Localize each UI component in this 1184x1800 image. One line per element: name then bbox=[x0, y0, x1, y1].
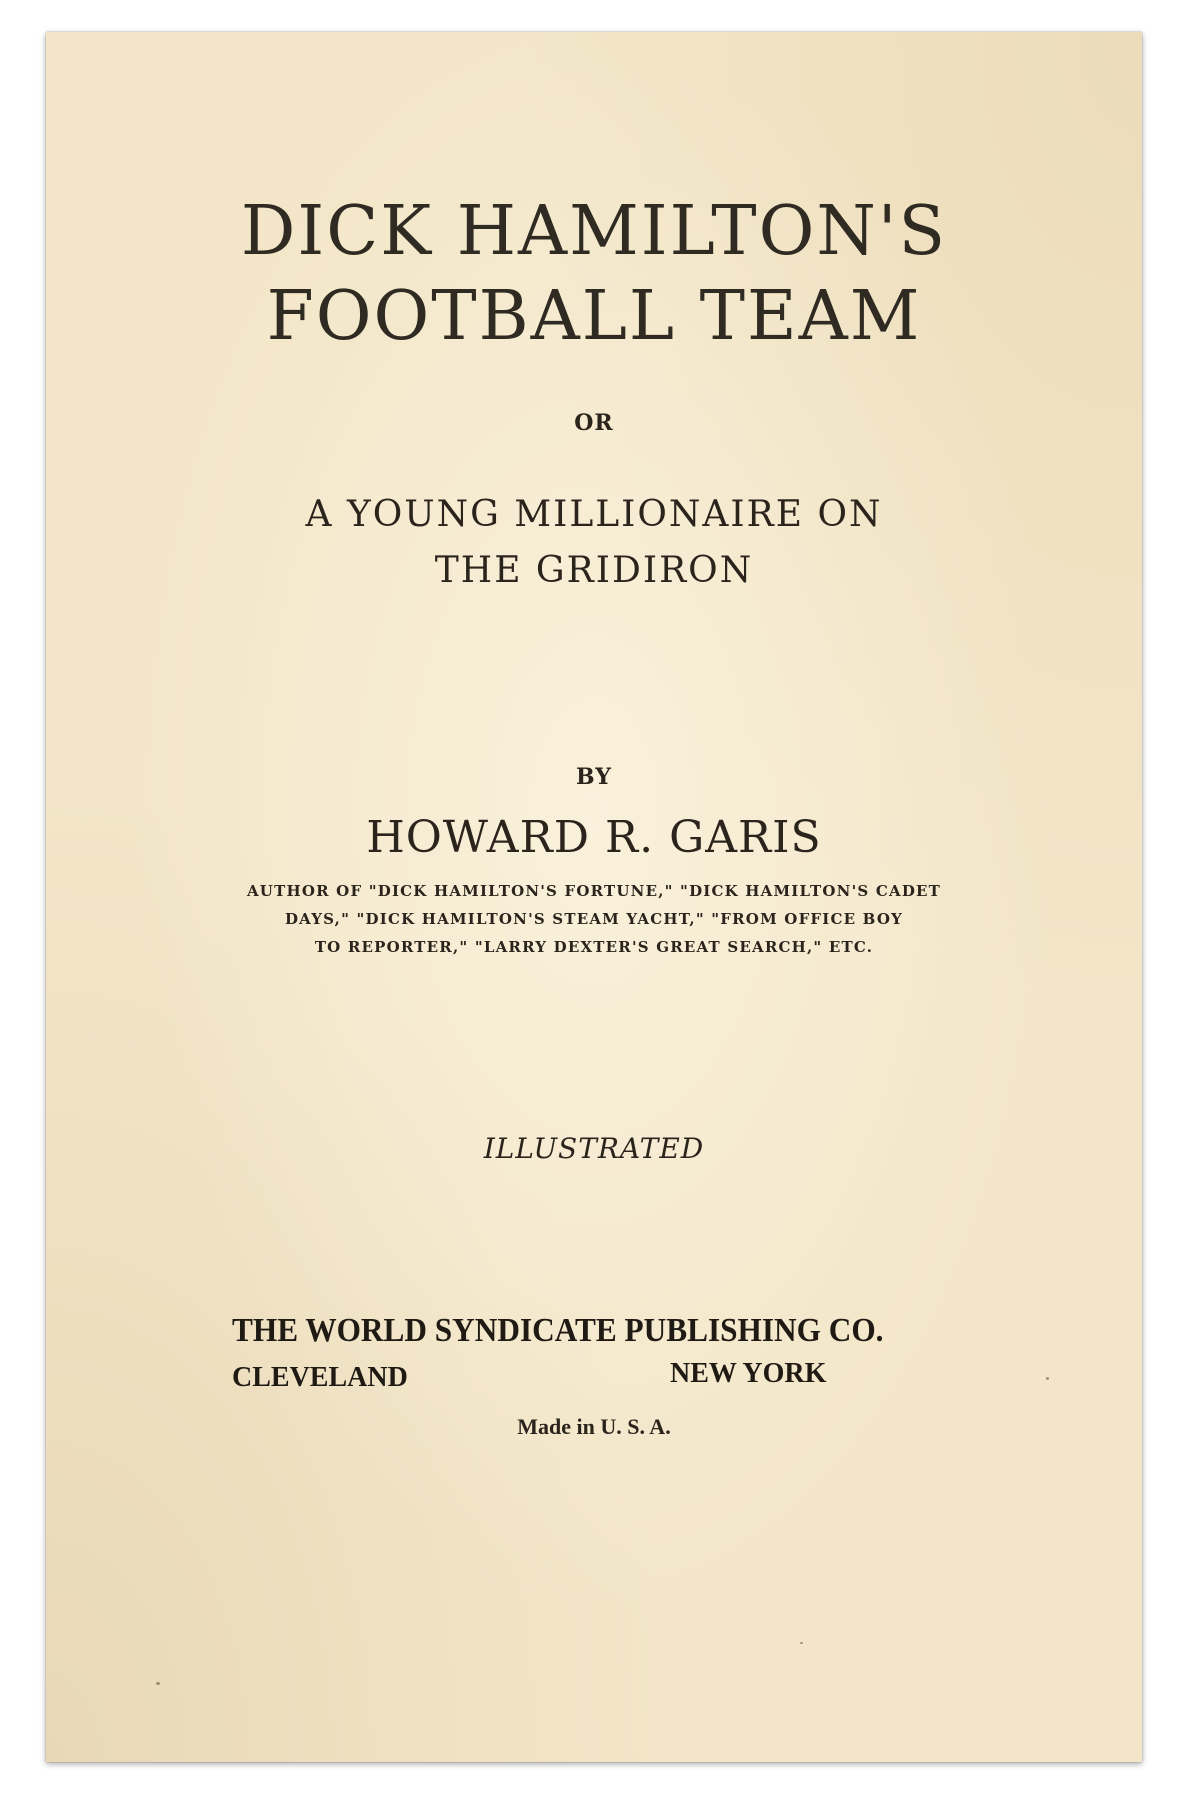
subtitle-line-2: THE GRIDIRON bbox=[434, 550, 754, 591]
publisher-name: THE WORLD SYNDICATE PUBLISHING CO. bbox=[232, 1312, 884, 1349]
book-title-line-2: FOOTBALL TEAM bbox=[266, 277, 922, 356]
publisher-city-cleveland: CLEVELAND bbox=[232, 1362, 408, 1393]
author-credits-line-2: DAYS," "DICK HAMILTON'S STEAM YACHT," "FROM OFFICE BOY bbox=[284, 910, 904, 928]
by-text: BY bbox=[576, 764, 612, 790]
made-in-usa: Made in U. S. A. bbox=[517, 1414, 671, 1439]
author-name: HOWARD R. GARIS bbox=[366, 812, 822, 863]
publisher-city-new-york: NEW YORK bbox=[670, 1358, 827, 1389]
author-credits-line-3: TO REPORTER," "LARRY DEXTER'S GREAT SEARCH," ETC. bbox=[314, 938, 874, 956]
paper-speck bbox=[800, 1642, 803, 1644]
subtitle-line-1: A YOUNG MILLIONAIRE ON bbox=[305, 494, 883, 535]
book-title-line-1: DICK HAMILTON'S bbox=[240, 192, 948, 271]
paper-speck bbox=[156, 1682, 160, 1685]
title-page bbox=[46, 32, 1142, 1762]
paper-speck bbox=[1046, 1377, 1049, 1380]
or-text: OR bbox=[574, 410, 614, 436]
illustrated-note: ILLUSTRATED bbox=[483, 1132, 705, 1165]
author-credits-line-1: AUTHOR OF "DICK HAMILTON'S FORTUNE," "DICK HAMILTON'S CADET bbox=[246, 882, 942, 900]
